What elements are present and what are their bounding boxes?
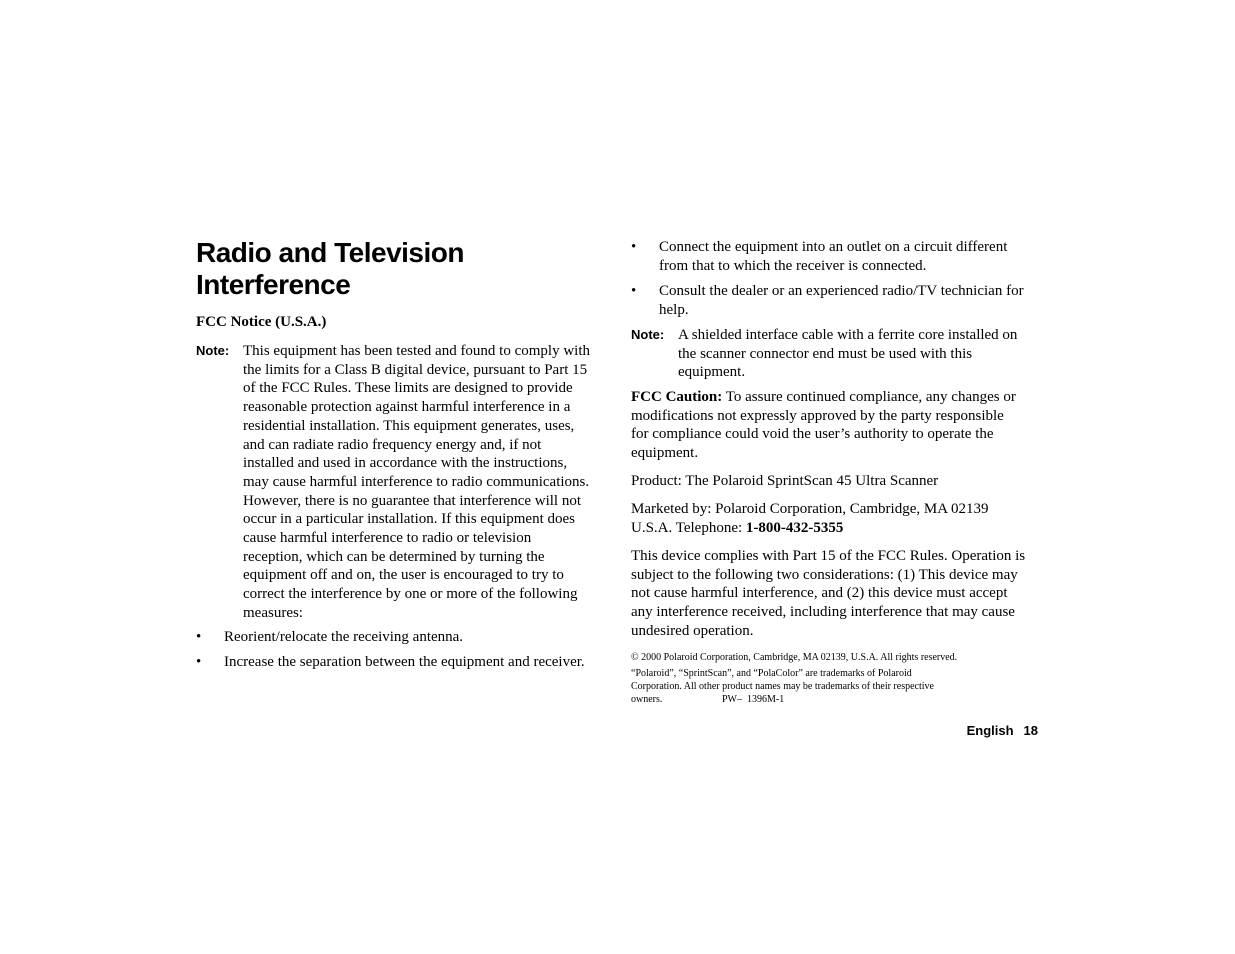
page-number: 18 [1023, 723, 1038, 738]
note-line: However, there is no guarantee that interference will not [243, 492, 582, 509]
bullet-line: Reorient/relocate the receiving antenna. [224, 629, 464, 645]
bullet-item [196, 653, 585, 672]
note-line: residential installation. This equipment generates, uses, [243, 417, 575, 434]
trademark-line [631, 693, 991, 706]
fcc-caution-text: To assure continued compliance, any changes or [725, 389, 1016, 405]
fcc-caution-line: equipment. [631, 445, 699, 462]
note-line: occur in a particular installation. If this equipment does [243, 511, 575, 528]
note-label: Note: [631, 327, 665, 342]
compliance-line: undesired operation. [631, 622, 754, 639]
note-line: reception, which can be determined by turning the [243, 548, 545, 565]
bullet-item [196, 628, 463, 647]
page-title-line: Radio and Television [196, 237, 464, 268]
trademark-text: owners. [631, 694, 663, 705]
page-footer [967, 723, 1038, 739]
fcc-caution-label: FCC Caution: [631, 389, 723, 405]
page-title-line: Interference [196, 269, 351, 300]
fcc-caution-paragraph [631, 388, 1016, 463]
product-line [631, 472, 938, 491]
note-label: Note: [196, 343, 230, 358]
note-line: and can radiate radio frequency energy and, if not [243, 436, 542, 453]
bullet-text [224, 653, 585, 672]
note-line: of the FCC Rules. These limits are designed to provide [243, 380, 573, 397]
note-line: installed and used in accordance with the instructions, [243, 455, 568, 472]
telephone-number: 1-800-432-5355 [745, 519, 844, 536]
bullet-icon: • [196, 654, 202, 670]
bullet-text [659, 238, 1007, 275]
marketed-by-line: Marketed by: Polaroid Corporation, Cambridge, MA 02139 [631, 501, 989, 517]
bullet-text [224, 628, 463, 647]
bullet-item [631, 282, 1024, 319]
compliance-line: subject to the following two considerations: (1) This device may [631, 566, 1018, 583]
compliance-line: This device complies with Part 15 of the FCC Rules. Operation is [631, 548, 1026, 564]
note-line: A shielded interface cable with a ferrite core installed on [678, 327, 1018, 343]
footer-language: English [966, 723, 1014, 738]
fcc-caution-line: modifications not expressly approved by the party responsible [631, 407, 1004, 424]
compliance-paragraph [631, 547, 1025, 641]
note-line: may cause harmful interference to radio communications. [243, 473, 590, 490]
telephone-label: U.S.A. Telephone: [631, 519, 743, 536]
bullet-icon: • [196, 629, 202, 645]
note-line: the limits for a Class B digital device, pursuant to Part 15 [243, 361, 588, 378]
cable-note [631, 326, 1017, 382]
note-line: correct the interference by one or more of the following [243, 586, 578, 603]
bullet-line: Consult the dealer or an experienced radio/TV technician for [659, 283, 1024, 299]
compliance-line: any interference received, including interference that may cause [631, 604, 1015, 621]
note-line: reasonable protection against harmful interference in a [243, 399, 571, 416]
bullet-line: Connect the equipment into an outlet on a circuit different [659, 239, 1008, 255]
fcc-caution-line [631, 388, 1016, 407]
fcc-notice-note [196, 342, 590, 623]
page-title [196, 237, 464, 301]
compliance-line: not cause harmful interference, and (2) this device must accept [631, 585, 1008, 602]
note-line: the scanner connector end must be used with this [678, 345, 973, 362]
note-line: equipment. [678, 364, 746, 381]
bullet-icon: • [631, 283, 637, 299]
copyright-text: © 2000 Polaroid Corporation, Cambridge, MA 02139, U.S.A. All rights reserved. [631, 652, 958, 663]
note-text [678, 326, 1017, 382]
copyright-notice [631, 651, 957, 664]
bullet-item [631, 238, 1007, 275]
trademark-line: Corporation. All other product names may be trademarks of their respective [631, 681, 934, 692]
marketed-by [631, 500, 988, 537]
bullet-line: from that to which the receiver is connected. [659, 257, 927, 274]
note-line: measures: [243, 604, 303, 621]
bullet-text [659, 282, 1024, 319]
note-line: equipment off and on, the user is encouraged to try to [243, 567, 564, 584]
part-number: PW– 1396M-1 [722, 694, 785, 705]
note-line: cause harmful interference to radio or television [243, 530, 532, 547]
note-line: This equipment has been tested and found to comply with [243, 343, 591, 359]
fcc-caution-line: for compliance could void the user’s authority to operate the [631, 426, 994, 443]
fcc-notice-heading: FCC Notice (U.S.A.) [196, 314, 327, 330]
bullet-line: Increase the separation between the equipment and receiver. [224, 654, 585, 670]
trademark-line: “Polaroid”, “SprintScan”, and “PolaColor” are trademarks of Polaroid [631, 668, 912, 679]
telephone-line [631, 519, 988, 538]
bullet-icon: • [631, 239, 637, 255]
bullet-line: help. [659, 301, 689, 318]
product-text: Product: The Polaroid SprintScan 45 Ultra Scanner [631, 473, 939, 489]
trademark-notice [631, 667, 991, 706]
note-text [243, 342, 590, 623]
